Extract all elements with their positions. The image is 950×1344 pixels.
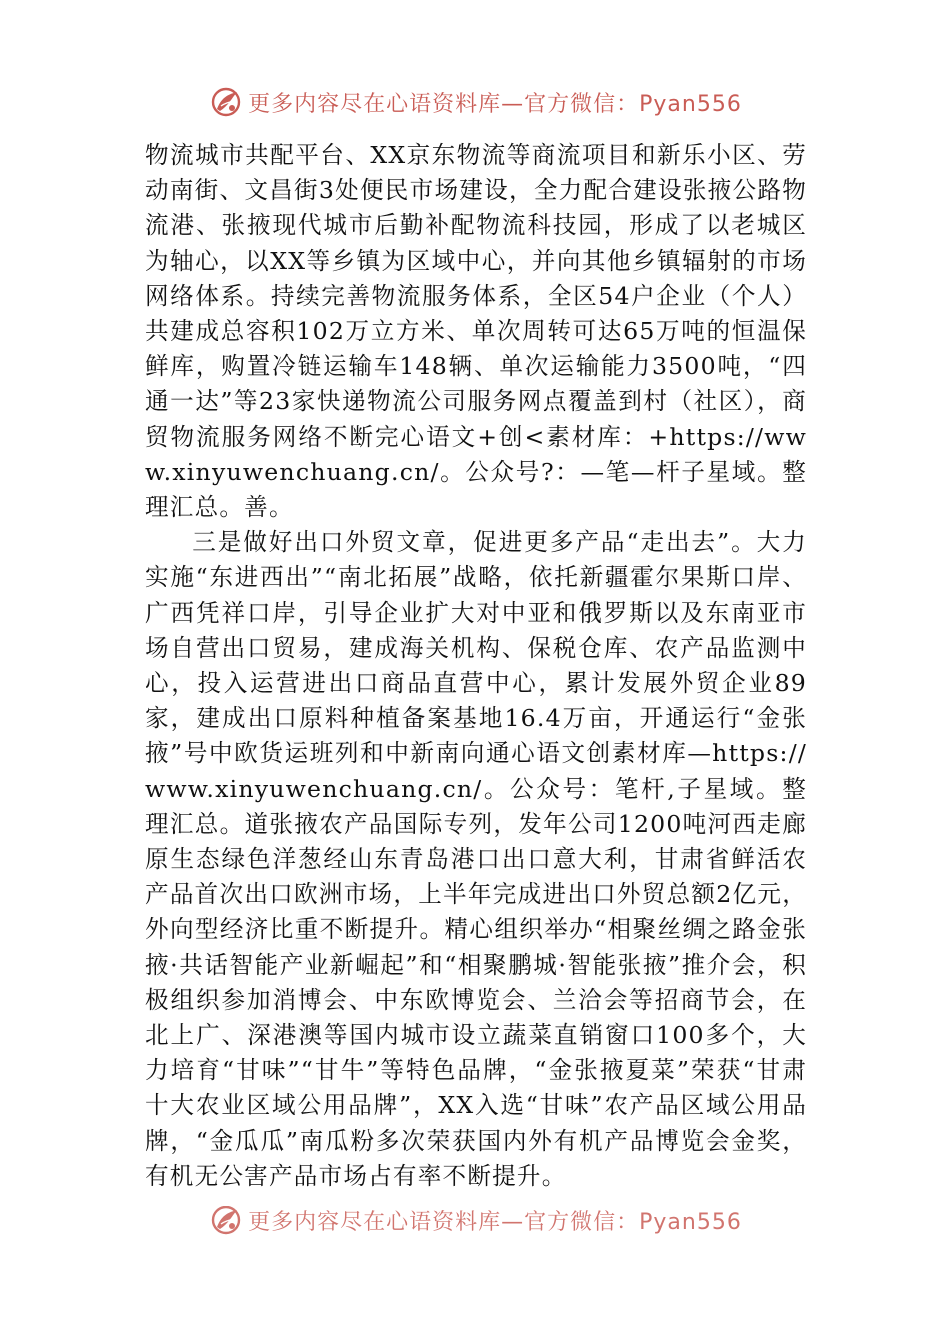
header-banner-text: 更多内容尽在心语资料库—官方微信：Pyan556 [248,91,742,117]
paragraph: 三是做好出口外贸文章，促进更多产品“走出去”。大力实施“东进西出”“南北拓展”战略，依托新疆霍尔果斯口岸、广西凭祥口岸，引导企业扩大对中亚和俄罗斯以及东南亚市场自营出口贸易，建成海关机构、保税仓库、农产品监测中心，投入运营进出口商品直营中心，累计发展外贸企业89家，建成出口原料种植备案基地16.4万亩，开通运行“金张掖”号中欧货运班列和中新南向通心语文创素材库—https://www.xinyuwenchuang.cn/。公众号：笔杆,子星域。整理汇总。道张掖农产品国际专列，发年公司1200吨河西走廊原生态绿色洋葱经山东青岛港口出口意大利，甘肃省鲜活农产品首次出口欧洲市场，上半年完成进出口外贸总额2亿元，外向型经济比重不断提升。精心组织举办“相聚丝绸之路金张掖·共话智能产业新崛起”和“相聚鹏城·智能张掖”推介会，积极组织参加消博会、中东欧博览会、兰洽会等招商节会，在北上广、深港澳等国内城市设立蔬菜直销窗口100多个，大力培育“甘味”“甘牛”等特色品牌，“金张掖夏菜”荣获“甘肃十大农业区域公用品牌”，XX入选“甘味”农产品区域公用品牌，“金瓜瓜”南瓜粉多次荣获国内外有机产品博览会金奖，有机无公害产品市场占有率不断提升。 [145,528,807,1190]
header-banner [0,82,950,122]
footer-banner [0,1206,950,1242]
paragraph: 物流城市共配平台、XX京东物流等商流项目和新乐小区、劳动南街、文昌街3处便民市场建设，全力配合建设张掖公路物流港、张掖现代城市后勤补配物流科技园，形成了以老城区为轴心，以XX等乡镇为区域中心，并向其他乡镇辐射的市场网络体系。持续完善物流服务体系，全区54户企业（个人）共建成总容积102万立方米、单次周转可达65万吨的恒温保鲜库，购置冷链运输车148辆、单次运输能力3500吨，“四通一达”等23家快递物流公司服务网点覆盖到村（社区），商贸物流服务网络不断完心语文+创<素材库：+https://www.xinyuwenchuang.cn/。公众号?：—笔—杆子星域。整理汇总。善。 [145,141,807,522]
flower-seal-icon [208,1206,244,1238]
footer-banner-text: 更多内容尽在心语资料库—官方微信：Pyan556 [248,1209,742,1235]
document-body [145,138,807,1194]
flower-seal-icon [208,84,244,120]
